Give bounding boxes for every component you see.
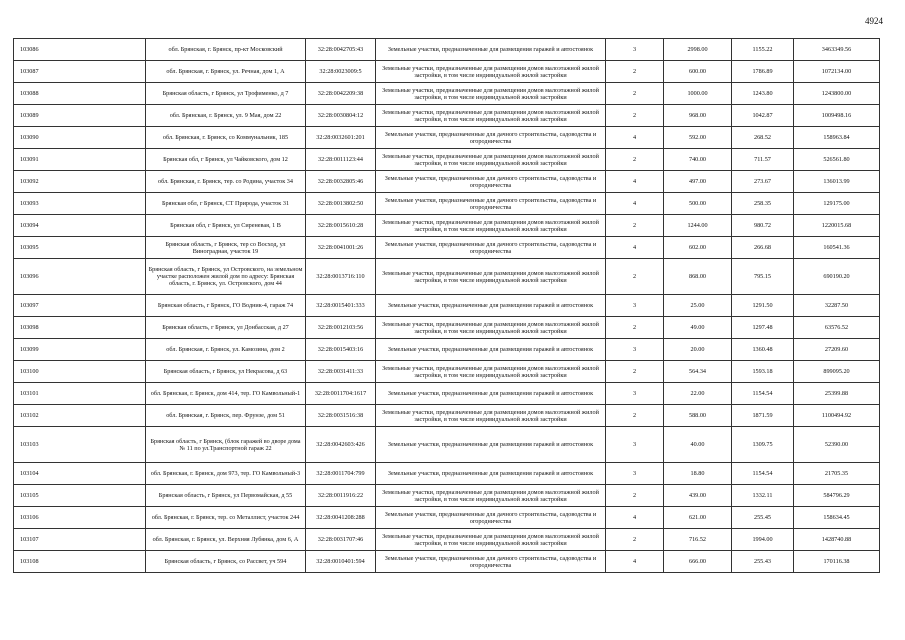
group-cell: 3 xyxy=(606,39,664,61)
address-cell: обл. Брянская, г. Брянск, тер. со Металлист, участок 244 xyxy=(146,507,306,529)
cadastral-value-cell: 170116.38 xyxy=(794,551,880,573)
area-cell: 1244.00 xyxy=(664,215,732,237)
cadastral-value-cell: 63576.52 xyxy=(794,317,880,339)
address-cell: обл. Брянская, г. Брянск, со Коммунальник, 185 xyxy=(146,127,306,149)
table-row xyxy=(14,105,880,127)
land-use-cell: Земельные участки, предназначенные для размещения домов малоэтажной жилой застройки, в том числе индивидуальной жилой застройки xyxy=(376,529,606,551)
cadastral-value-cell: 1009498.16 xyxy=(794,105,880,127)
row-id-cell: 103099 xyxy=(14,339,146,361)
area-cell: 40.00 xyxy=(664,427,732,463)
table-row xyxy=(14,127,880,149)
specific-value-cell: 266.68 xyxy=(732,237,794,259)
group-cell: 2 xyxy=(606,485,664,507)
land-use-cell: Земельные участки, предназначенные для размещения домов малоэтажной жилой застройки, в том числе индивидуальной жилой застройки xyxy=(376,259,606,295)
cadastral-value-cell: 136013.99 xyxy=(794,171,880,193)
table-row xyxy=(14,215,880,237)
specific-value-cell: 1309.75 xyxy=(732,427,794,463)
row-id-cell: 103095 xyxy=(14,237,146,259)
specific-value-cell: 1297.48 xyxy=(732,317,794,339)
cadastral-number-cell: 32:28:0041208:288 xyxy=(306,507,376,529)
cadastral-number-cell: 32:28:0011123:44 xyxy=(306,149,376,171)
cadastral-value-cell: 1100494.92 xyxy=(794,405,880,427)
cadastral-value-cell: 1072134.00 xyxy=(794,61,880,83)
row-id-cell: 103094 xyxy=(14,215,146,237)
table-row xyxy=(14,339,880,361)
cadastral-value-cell: 1243800.00 xyxy=(794,83,880,105)
table-row xyxy=(14,383,880,405)
area-cell: 439.00 xyxy=(664,485,732,507)
area-cell: 564.34 xyxy=(664,361,732,383)
table-row xyxy=(14,507,880,529)
area-cell: 602.00 xyxy=(664,237,732,259)
cadastral-value-cell: 160541.36 xyxy=(794,237,880,259)
cadastral-number-cell: 32:28:0015403:16 xyxy=(306,339,376,361)
table-row xyxy=(14,405,880,427)
area-cell: 600.00 xyxy=(664,61,732,83)
cadastral-number-cell: 32:28:0012103:56 xyxy=(306,317,376,339)
cadastral-number-cell: 32:28:0031516:38 xyxy=(306,405,376,427)
cadastral-number-cell: 32:28:0041001:26 xyxy=(306,237,376,259)
land-use-cell: Земельные участки, предназначенные для размещения домов малоэтажной жилой застройки, в том числе индивидуальной жилой застройки xyxy=(376,105,606,127)
row-id-cell: 103108 xyxy=(14,551,146,573)
address-cell: обл. Брянская, г. Брянск, ул. 9 Мая, дом 22 xyxy=(146,105,306,127)
table-row xyxy=(14,39,880,61)
table-row xyxy=(14,83,880,105)
land-use-cell: Земельные участки, предназначенные для дачного строительства, садоводства и огородничества xyxy=(376,551,606,573)
cadastral-value-cell: 584796.29 xyxy=(794,485,880,507)
cadastral-value-cell: 21705.35 xyxy=(794,463,880,485)
land-use-cell: Земельные участки, предназначенные для размещения гаражей и автостоянок xyxy=(376,39,606,61)
land-use-cell: Земельные участки, предназначенные для размещения домов малоэтажной жилой застройки, в том числе индивидуальной жилой застройки xyxy=(376,149,606,171)
specific-value-cell: 980.72 xyxy=(732,215,794,237)
row-id-cell: 103098 xyxy=(14,317,146,339)
specific-value-cell: 273.67 xyxy=(732,171,794,193)
row-id-cell: 103089 xyxy=(14,105,146,127)
group-cell: 4 xyxy=(606,193,664,215)
group-cell: 2 xyxy=(606,529,664,551)
table-row xyxy=(14,317,880,339)
specific-value-cell: 1360.48 xyxy=(732,339,794,361)
group-cell: 2 xyxy=(606,149,664,171)
group-cell: 4 xyxy=(606,507,664,529)
group-cell: 3 xyxy=(606,339,664,361)
table-row xyxy=(14,61,880,83)
land-use-cell: Земельные участки, предназначенные для дачного строительства, садоводства и огородничества xyxy=(376,507,606,529)
land-use-cell: Земельные участки, предназначенные для размещения гаражей и автостоянок xyxy=(376,339,606,361)
address-cell: обл. Брянская, г. Брянск, ул. Верхняя Лубянка, дом 6, А xyxy=(146,529,306,551)
cadastral-number-cell: 32:28:0011704:799 xyxy=(306,463,376,485)
cadastral-value-cell: 52390.00 xyxy=(794,427,880,463)
address-cell: Брянская обл, г Брянск, ул Чайковского, дом 12 xyxy=(146,149,306,171)
row-id-cell: 103088 xyxy=(14,83,146,105)
specific-value-cell: 1155.22 xyxy=(732,39,794,61)
address-cell: обл. Брянская, г. Брянск, пер. Фрунзе, дом 51 xyxy=(146,405,306,427)
group-cell: 2 xyxy=(606,105,664,127)
row-id-cell: 103103 xyxy=(14,427,146,463)
address-cell: Брянская область, г Брянск, ул Первомайская, д 55 xyxy=(146,485,306,507)
cadastral-value-cell: 129175.00 xyxy=(794,193,880,215)
group-cell: 2 xyxy=(606,405,664,427)
area-cell: 868.00 xyxy=(664,259,732,295)
address-cell: Брянская область, г Брянск, (блок гаражей во дворе дома № 11 по ул.Транспортной гараж 22 xyxy=(146,427,306,463)
specific-value-cell: 1154.54 xyxy=(732,383,794,405)
cadastral-number-cell: 32:28:0011704:1617 xyxy=(306,383,376,405)
address-cell: Брянская обл, г Брянск, СТ Природа, участок 31 xyxy=(146,193,306,215)
cadastral-number-cell: 32:28:0030804:12 xyxy=(306,105,376,127)
address-cell: Брянская область, г Брянск, ул Некрасова, д 63 xyxy=(146,361,306,383)
cadastral-number-cell: 32:28:0015610:28 xyxy=(306,215,376,237)
group-cell: 4 xyxy=(606,237,664,259)
address-cell: обл. Брянская, г. Брянск, тер. со Родина, участок 34 xyxy=(146,171,306,193)
area-cell: 588.00 xyxy=(664,405,732,427)
area-cell: 25.00 xyxy=(664,295,732,317)
specific-value-cell: 268.52 xyxy=(732,127,794,149)
row-id-cell: 103105 xyxy=(14,485,146,507)
area-cell: 592.00 xyxy=(664,127,732,149)
land-use-cell: Земельные участки, предназначенные для размещения домов малоэтажной жилой застройки, в том числе индивидуальной жилой застройки xyxy=(376,61,606,83)
land-cadastral-table xyxy=(13,38,880,573)
cadastral-number-cell: 32:28:0042705:43 xyxy=(306,39,376,61)
address-cell: Брянская область, г Брянск, ул Донбасская, д 27 xyxy=(146,317,306,339)
cadastral-value-cell: 32287.50 xyxy=(794,295,880,317)
area-cell: 666.00 xyxy=(664,551,732,573)
row-id-cell: 103106 xyxy=(14,507,146,529)
area-cell: 20.00 xyxy=(664,339,732,361)
land-use-cell: Земельные участки, предназначенные для дачного строительства, садоводства и огородничества xyxy=(376,237,606,259)
table-row xyxy=(14,551,880,573)
address-cell: обл. Брянская, г. Брянск, ул. Речная, дом 1, А xyxy=(146,61,306,83)
group-cell: 3 xyxy=(606,383,664,405)
area-cell: 18.80 xyxy=(664,463,732,485)
table-row xyxy=(14,193,880,215)
cadastral-number-cell: 32:28:0010401:594 xyxy=(306,551,376,573)
cadastral-value-cell: 27209.60 xyxy=(794,339,880,361)
row-id-cell: 103093 xyxy=(14,193,146,215)
address-cell: обл. Брянская, г. Брянск, пр-кт Московский xyxy=(146,39,306,61)
row-id-cell: 103092 xyxy=(14,171,146,193)
group-cell: 4 xyxy=(606,551,664,573)
table-row xyxy=(14,361,880,383)
cadastral-number-cell: 32:28:0013716:110 xyxy=(306,259,376,295)
cadastral-value-cell: 899095.20 xyxy=(794,361,880,383)
address-cell: обл. Брянская, г. Брянск, дом 414, тер. ГО Камвольный-1 xyxy=(146,383,306,405)
specific-value-cell: 795.15 xyxy=(732,259,794,295)
specific-value-cell: 255.45 xyxy=(732,507,794,529)
table-row xyxy=(14,237,880,259)
cadastral-value-cell: 690190.20 xyxy=(794,259,880,295)
specific-value-cell: 1786.89 xyxy=(732,61,794,83)
area-cell: 2998.00 xyxy=(664,39,732,61)
group-cell: 2 xyxy=(606,83,664,105)
group-cell: 4 xyxy=(606,127,664,149)
table-row xyxy=(14,529,880,551)
land-use-cell: Земельные участки, предназначенные для размещения домов малоэтажной жилой застройки, в том числе индивидуальной жилой застройки xyxy=(376,215,606,237)
group-cell: 2 xyxy=(606,61,664,83)
specific-value-cell: 1042.87 xyxy=(732,105,794,127)
cadastral-number-cell: 32:28:0023009:5 xyxy=(306,61,376,83)
area-cell: 621.00 xyxy=(664,507,732,529)
area-cell: 716.52 xyxy=(664,529,732,551)
address-cell: обл. Брянская, г. Брянск, дом 973, тер. ГО Камвольный-3 xyxy=(146,463,306,485)
area-cell: 1000.00 xyxy=(664,83,732,105)
group-cell: 2 xyxy=(606,361,664,383)
specific-value-cell: 1332.11 xyxy=(732,485,794,507)
row-id-cell: 103101 xyxy=(14,383,146,405)
land-use-cell: Земельные участки, предназначенные для размещения домов малоэтажной жилой застройки, в том числе индивидуальной жилой застройки xyxy=(376,361,606,383)
cadastral-number-cell: 32:28:0042603:426 xyxy=(306,427,376,463)
page-number: 4924 xyxy=(865,16,883,26)
area-cell: 740.00 xyxy=(664,149,732,171)
cadastral-number-cell: 32:28:0031707:46 xyxy=(306,529,376,551)
address-cell: Брянская обл, г Брянск, ул Сиреневая, 1 В xyxy=(146,215,306,237)
cadastral-value-cell: 158634.45 xyxy=(794,507,880,529)
cadastral-number-cell: 32:28:0042209:38 xyxy=(306,83,376,105)
cadastral-number-cell: 32:28:0013802:50 xyxy=(306,193,376,215)
table-row xyxy=(14,171,880,193)
address-cell: обл. Брянская, г. Брянск, ул. Камозина, дом 2 xyxy=(146,339,306,361)
specific-value-cell: 1154.54 xyxy=(732,463,794,485)
land-use-cell: Земельные участки, предназначенные для размещения гаражей и автостоянок xyxy=(376,427,606,463)
table-row xyxy=(14,259,880,295)
land-use-cell: Земельные участки, предназначенные для размещения гаражей и автостоянок xyxy=(376,463,606,485)
table-row xyxy=(14,295,880,317)
row-id-cell: 103091 xyxy=(14,149,146,171)
land-use-cell: Земельные участки, предназначенные для размещения гаражей и автостоянок xyxy=(376,295,606,317)
cadastral-number-cell: 32:28:0032601:201 xyxy=(306,127,376,149)
land-use-cell: Земельные участки, предназначенные для дачного строительства, садоводства и огородничества xyxy=(376,171,606,193)
address-cell: Брянская область, г Брянск, ул Островского, на земельном участке расположен жилой дом по адресу: Брянская область, г. Брянск, ул. Островского, дом 44 xyxy=(146,259,306,295)
specific-value-cell: 711.57 xyxy=(732,149,794,171)
specific-value-cell: 1243.80 xyxy=(732,83,794,105)
address-cell: Брянская область, г Брянск, со Рассвет, уч 594 xyxy=(146,551,306,573)
group-cell: 4 xyxy=(606,171,664,193)
area-cell: 968.00 xyxy=(664,105,732,127)
row-id-cell: 103097 xyxy=(14,295,146,317)
cadastral-number-cell: 32:28:0015401:333 xyxy=(306,295,376,317)
cadastral-value-cell: 158963.84 xyxy=(794,127,880,149)
group-cell: 2 xyxy=(606,215,664,237)
cadastral-value-cell: 25399.88 xyxy=(794,383,880,405)
cadastral-number-cell: 32:28:0032805:46 xyxy=(306,171,376,193)
cadastral-value-cell: 3463349.56 xyxy=(794,39,880,61)
cadastral-value-cell: 1428740.88 xyxy=(794,529,880,551)
specific-value-cell: 1593.18 xyxy=(732,361,794,383)
row-id-cell: 103087 xyxy=(14,61,146,83)
cadastral-number-cell: 32:28:0031411:33 xyxy=(306,361,376,383)
group-cell: 2 xyxy=(606,317,664,339)
area-cell: 500.00 xyxy=(664,193,732,215)
address-cell: Брянская область, г Брянск, ГО Водник-4, гараж 74 xyxy=(146,295,306,317)
specific-value-cell: 258.35 xyxy=(732,193,794,215)
group-cell: 3 xyxy=(606,427,664,463)
table-row xyxy=(14,463,880,485)
specific-value-cell: 1871.59 xyxy=(732,405,794,427)
row-id-cell: 103090 xyxy=(14,127,146,149)
row-id-cell: 103102 xyxy=(14,405,146,427)
area-cell: 49.00 xyxy=(664,317,732,339)
row-id-cell: 103096 xyxy=(14,259,146,295)
land-use-cell: Земельные участки, предназначенные для размещения домов малоэтажной жилой застройки, в том числе индивидуальной жилой застройки xyxy=(376,317,606,339)
area-cell: 497.00 xyxy=(664,171,732,193)
group-cell: 3 xyxy=(606,463,664,485)
table-row xyxy=(14,149,880,171)
land-use-cell: Земельные участки, предназначенные для размещения домов малоэтажной жилой застройки, в том числе индивидуальной жилой застройки xyxy=(376,83,606,105)
row-id-cell: 103086 xyxy=(14,39,146,61)
specific-value-cell: 255.43 xyxy=(732,551,794,573)
area-cell: 22.00 xyxy=(664,383,732,405)
specific-value-cell: 1291.50 xyxy=(732,295,794,317)
group-cell: 2 xyxy=(606,259,664,295)
row-id-cell: 103104 xyxy=(14,463,146,485)
land-use-cell: Земельные участки, предназначенные для дачного строительства, садоводства и огородничества xyxy=(376,193,606,215)
address-cell: Брянская область, г Брянск, ул Трофименко, д 7 xyxy=(146,83,306,105)
table-row xyxy=(14,485,880,507)
table-body xyxy=(14,39,880,573)
row-id-cell: 103107 xyxy=(14,529,146,551)
cadastral-number-cell: 32:28:0011916:22 xyxy=(306,485,376,507)
table-row xyxy=(14,427,880,463)
land-use-cell: Земельные участки, предназначенные для размещения домов малоэтажной жилой застройки, в том числе индивидуальной жилой застройки xyxy=(376,405,606,427)
address-cell: Брянская область, г Брянск, тер со Восход, ул Виноградная, участок 19 xyxy=(146,237,306,259)
cadastral-value-cell: 526561.80 xyxy=(794,149,880,171)
land-use-cell: Земельные участки, предназначенные для размещения гаражей и автостоянок xyxy=(376,383,606,405)
specific-value-cell: 1994.00 xyxy=(732,529,794,551)
land-use-cell: Земельные участки, предназначенные для размещения домов малоэтажной жилой застройки, в том числе индивидуальной жилой застройки xyxy=(376,485,606,507)
cadastral-value-cell: 1220015.68 xyxy=(794,215,880,237)
row-id-cell: 103100 xyxy=(14,361,146,383)
land-use-cell: Земельные участки, предназначенные для дачного строительства, садоводства и огородничества xyxy=(376,127,606,149)
group-cell: 3 xyxy=(606,295,664,317)
